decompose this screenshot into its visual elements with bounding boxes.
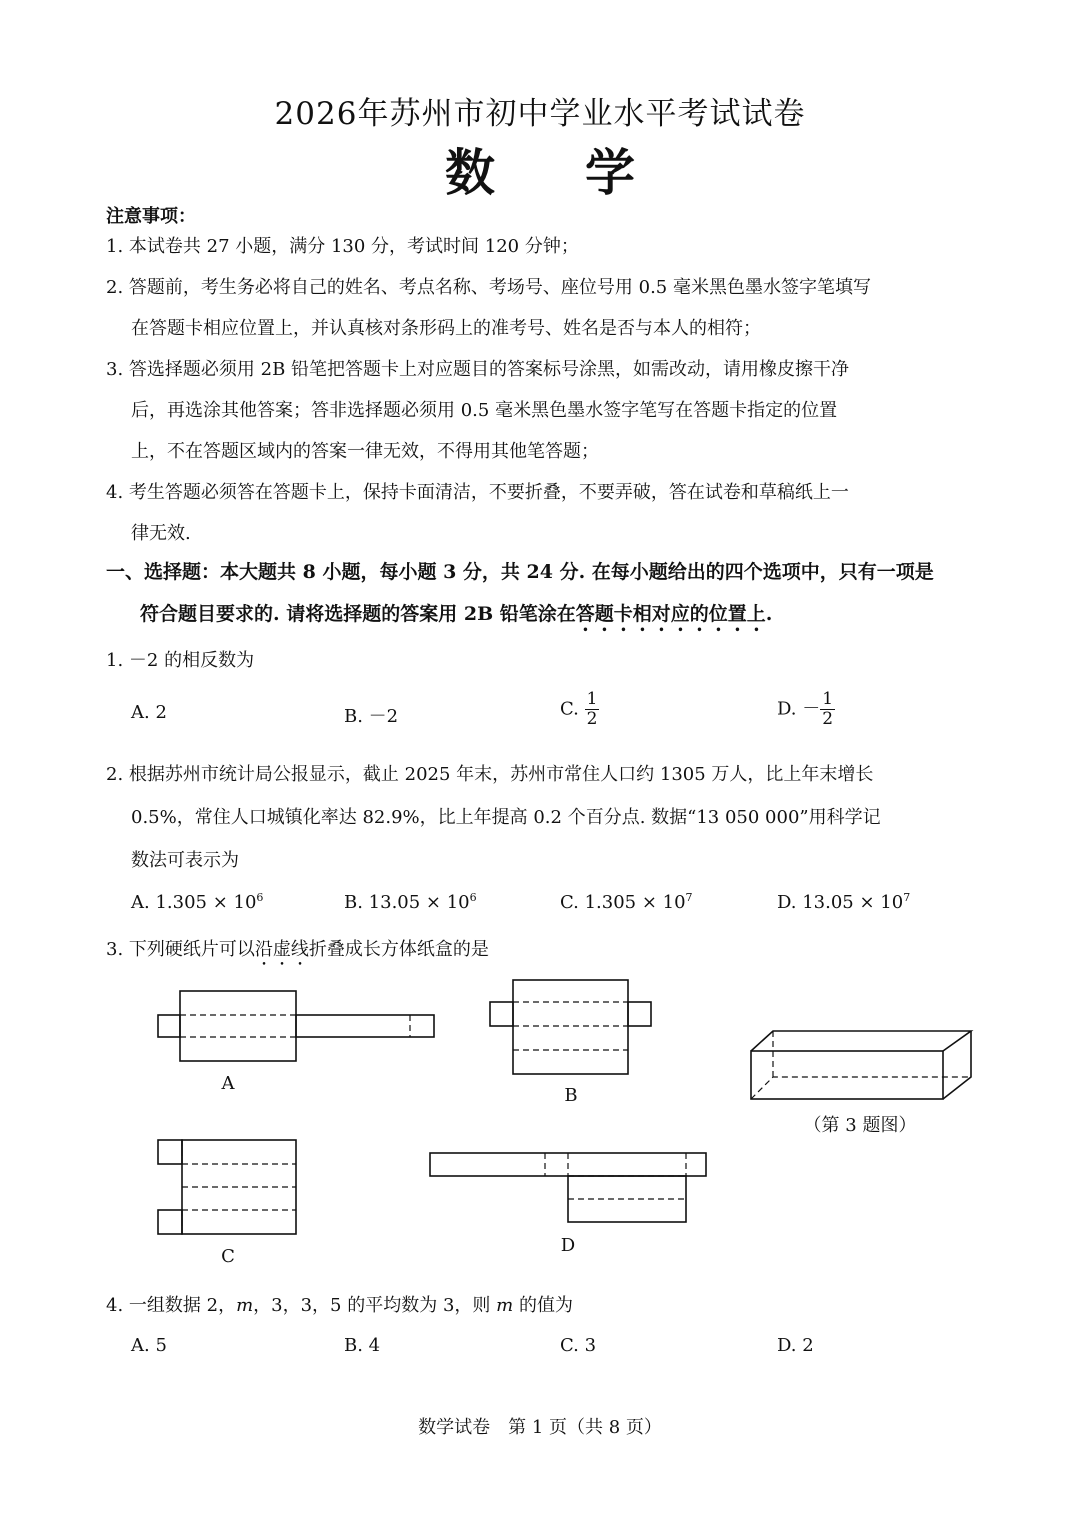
q2-option-a xyxy=(131,891,263,913)
q2-option-a-text: A. 1.305 × 10 xyxy=(131,892,257,913)
q1-option-d-prefix: D. － xyxy=(777,698,821,720)
q3-stem-post: 折叠成长方体纸盒的是 xyxy=(308,939,489,960)
q3-figure-caption: （第 3 题图） xyxy=(803,1115,917,1136)
q4-option-d: D. 2 xyxy=(777,1335,814,1356)
q2-option-d-text: D. 13.05 × 10 xyxy=(777,892,904,913)
cuboid-hidden-edges xyxy=(751,1077,971,1099)
q2-option-b xyxy=(344,891,477,913)
q2-stem-line-2: 0.5%，常住人口城镇化率达 82.9%，比上年提高 0.2 个百分点. 数据“13 050 000”用科学记 xyxy=(131,807,881,828)
net-a-left-tab xyxy=(158,1015,180,1037)
q4-stem xyxy=(106,1291,573,1317)
q4-option-c: C. 3 xyxy=(560,1335,597,1356)
q2-option-d xyxy=(777,891,910,913)
q2-option-d-exponent: 7 xyxy=(903,891,911,904)
net-b-right-tab xyxy=(628,1002,651,1026)
page-footer: 数学试卷 第 1 页（共 8 页） xyxy=(418,1417,662,1438)
q2-option-c xyxy=(560,891,693,913)
q2-option-c-text: C. 1.305 × 10 xyxy=(560,892,686,913)
net-d-label: D xyxy=(560,1235,576,1256)
q4-variable-m: m xyxy=(496,1295,514,1316)
q2-option-b-text: B. 13.05 × 10 xyxy=(344,892,470,913)
section1-instruction-pre: 符合题目要求的. 请将选择题的答案用 2B 铅笔涂在 xyxy=(140,603,576,625)
q1-option-c xyxy=(560,690,599,729)
fraction-numerator: 1 xyxy=(822,689,834,709)
q4-variable-m: m xyxy=(236,1295,254,1316)
q2-stem-line-3: 数法可表示为 xyxy=(131,850,239,871)
q1-option-d xyxy=(777,690,835,729)
net-c-bottom-tab xyxy=(158,1210,182,1234)
net-a-right-strip xyxy=(296,1015,434,1037)
q1-option-a: A. 2 xyxy=(131,702,167,723)
net-c-top-tab xyxy=(158,1140,182,1164)
cuboid-top-edges xyxy=(751,1031,971,1051)
subject-title: 数学 xyxy=(445,143,725,202)
notice-line-7: 4. 考生答题必须答在答题卡上，保持卡面清洁，不要折叠，不要弄破，答在试卷和草稿纸上一 xyxy=(106,482,849,503)
notice-line-4: 3. 答选择题必须用 2B 铅笔把答题卡上对应题目的答案标号涂黑，如需改动，请用橡皮擦干净 xyxy=(106,359,850,380)
section1-instruction xyxy=(140,599,772,636)
q1-option-d-fraction xyxy=(820,690,835,729)
net-c-label: C xyxy=(221,1246,235,1267)
q2-option-a-exponent: 6 xyxy=(256,891,264,904)
net-b-label: B xyxy=(564,1085,578,1106)
notice-heading: 注意事项： xyxy=(106,206,196,227)
net-a-label: A xyxy=(221,1073,235,1094)
q4-option-b: B. 4 xyxy=(344,1335,381,1356)
notice-line-6: 上，不在答题区域内的答案一律无效，不得用其他笔答题； xyxy=(131,441,599,462)
notice-line-8: 律无效. xyxy=(131,523,191,544)
q3-stem-pre: 3. 下列硬纸片可以 xyxy=(106,939,255,960)
section1-heading: 一、选择题：本大题共 8 小题，每小题 3 分，共 24 分. 在每小题给出的四个选项中，只有一项是 xyxy=(106,561,934,583)
net-a-figure xyxy=(150,985,440,1065)
cuboid-front-face xyxy=(751,1051,943,1099)
net-b-center-face xyxy=(513,980,628,1074)
q4-option-a: A. 5 xyxy=(131,1335,167,1356)
net-c-center-face xyxy=(182,1140,296,1234)
notice-line-1: 1. 本试卷共 27 小题，满分 130 分，考试时间 120 分钟； xyxy=(106,236,579,257)
net-b-left-tab xyxy=(490,1002,513,1026)
q2-option-c-exponent: 7 xyxy=(685,891,693,904)
net-c-figure xyxy=(150,1135,305,1240)
notice-line-2: 2. 答题前，考生务必将自己的姓名、考点名称、考场号、座位号用 0.5 毫米黑色墨水签字笔填写 xyxy=(106,277,871,298)
section1-instruction-post: . xyxy=(765,603,773,625)
q1-stem: 1. －2 的相反数为 xyxy=(106,650,255,671)
net-b-figure xyxy=(485,975,655,1079)
fraction-denominator: 2 xyxy=(822,709,834,729)
section1-instruction-emphasis: 答题卡相对应的位置上 xyxy=(575,603,766,625)
q2-option-b-exponent: 6 xyxy=(469,891,477,904)
fraction-numerator: 1 xyxy=(586,689,598,709)
q2-stem-line-1: 2. 根据苏州市统计局公报显示，截止 2025 年末，苏州市常住人口约 1305 万人，比上年末增长 xyxy=(106,764,874,785)
q1-option-c-fraction xyxy=(585,690,600,729)
q1-option-c-prefix: C. xyxy=(560,698,579,720)
net-a-center-face xyxy=(180,991,296,1061)
notice-line-5: 后，再选涂其他答案；答非选择题必须用 0.5 毫米黑色墨水签字笔写在答题卡指定的位置 xyxy=(131,400,838,421)
q3-stem-emphasis: 沿虚线 xyxy=(254,939,309,960)
exam-title: 2026年苏州市初中学业水平考试试卷 xyxy=(274,96,806,132)
notice-line-3: 在答题卡相应位置上，并认真核对条形码上的准考号、姓名是否与本人的相符； xyxy=(131,318,761,339)
cuboid-figure xyxy=(745,1025,979,1105)
q4-stem-pre: 4. 一组数据 2， xyxy=(106,1295,237,1316)
q4-stem-post: 的值为 xyxy=(513,1295,573,1316)
fraction-denominator: 2 xyxy=(586,709,598,729)
q3-stem xyxy=(106,935,489,970)
q1-option-b: B. －2 xyxy=(344,706,399,727)
q4-stem-mid: ，3，3，5 的平均数为 3，则 xyxy=(253,1295,497,1316)
net-d-figure xyxy=(425,1148,715,1228)
